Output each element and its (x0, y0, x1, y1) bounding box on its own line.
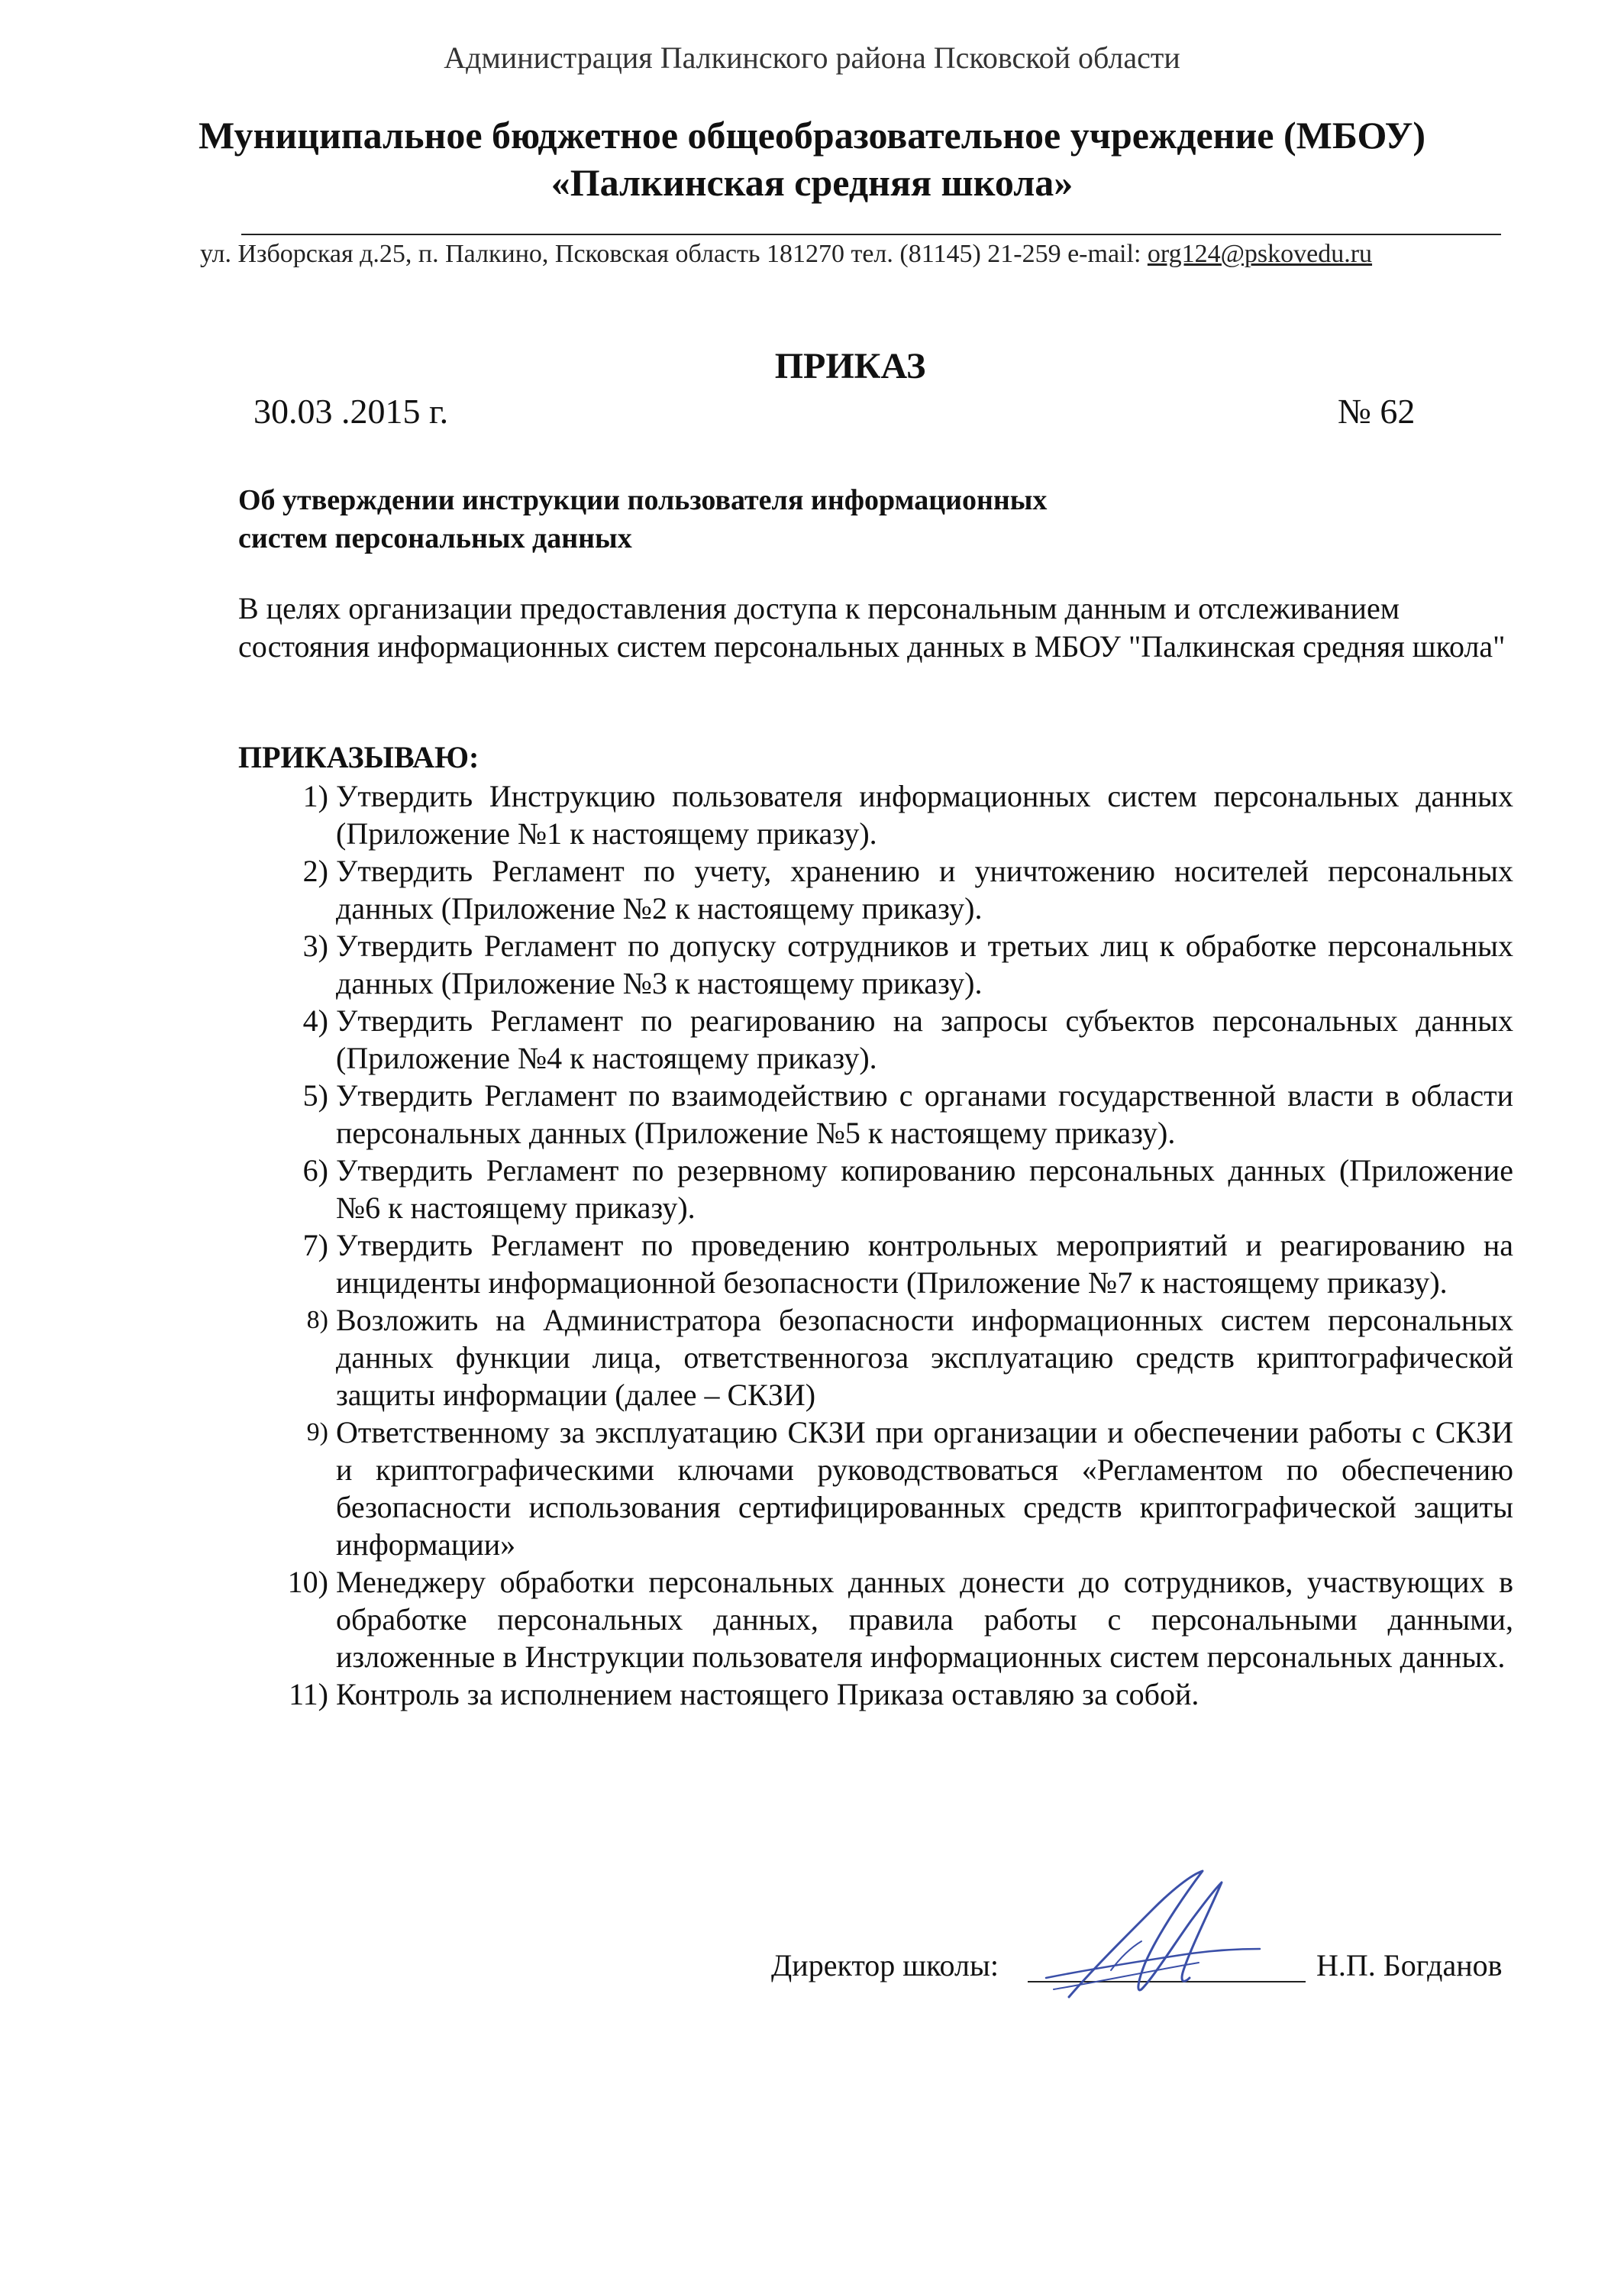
list-item (273, 1152, 1513, 1226)
item-number: 5) (302, 1078, 328, 1113)
item-number: 1) (302, 779, 328, 813)
item-text: Утвердить Регламент по взаимодействию с органами государственной власти в области персональных данных (Приложение №5 к настоящему приказу). (336, 1078, 1513, 1150)
item-number: 11) (289, 1677, 328, 1711)
list-item (273, 1226, 1513, 1301)
subject-line2: систем персональных данных (238, 522, 632, 554)
list-item (273, 1301, 1513, 1414)
item-text: Контроль за исполнением настоящего Приказа оставляю за собой. (336, 1677, 1199, 1711)
order-subject (238, 481, 1307, 557)
item-number: 2) (302, 854, 328, 888)
item-text: Утвердить Регламент по реагированию на запросы субъектов персональных данных (Приложение №4 к настоящему приказу). (336, 1003, 1513, 1075)
item-number: 10) (287, 1565, 328, 1599)
order-date: 30.03 .2015 г. (253, 392, 449, 431)
header-divider (241, 234, 1501, 235)
item-text: Утвердить Регламент по резервному копированию персональных данных (Приложение №6 к настоящему приказу). (336, 1153, 1513, 1225)
address-line (200, 240, 1372, 269)
item-text: Утвердить Регламент по учету, хранению и уничтожению носителей персональных данных (Приложение №2 к настоящему приказу). (336, 854, 1513, 926)
list-item (273, 1675, 1513, 1713)
preamble: В целях организации предоставления доступа к персональным данным и отслеживанием состояния информационных систем персональных данных в МБОУ "Палкинская средняя школа" (238, 591, 1506, 664)
administration-line: Администрация Палкинского района Псковской области (444, 40, 1180, 75)
item-number: 6) (302, 1153, 328, 1188)
item-text: Утвердить Регламент по допуску сотрудников и третьих лиц к обработке персональных данных (Приложение №3 к настоящему приказу). (336, 929, 1513, 1000)
list-item (273, 1563, 1513, 1675)
list-item (273, 927, 1513, 1002)
school-name-line2: «Палкинская средняя школа» (550, 161, 1074, 204)
item-text: Ответственному за эксплуатацию СКЗИ при организации и обеспечении работы с СКЗИ и криптографическими ключами руководствоваться «Регламентом по обеспечению безопасности использования сертифицированных средств криптографической защиты информации» (336, 1415, 1513, 1562)
list-item (273, 852, 1513, 927)
order-items-list (273, 777, 1513, 1713)
item-number: 9) (306, 1418, 328, 1446)
item-text: Менеджеру обработки персональных данных донести до сотрудников, участвующих в обработке персональных данных, правила работы с персональными данными, изложенные в Инструкции пользователя информационных систем персональных данных. (336, 1565, 1513, 1674)
directive-heading: ПРИКАЗЫВАЮ: (238, 740, 479, 774)
order-number: № 62 (1338, 392, 1416, 431)
list-item (273, 1414, 1513, 1563)
subject-line1: Об утверждении инструкции пользователя информационных (238, 484, 1048, 516)
item-number: 7) (302, 1228, 328, 1262)
email-link[interactable]: org124@pskovedu.ru (1147, 240, 1373, 268)
item-text: Утвердить Инструкцию пользователя информационных систем персональных данных (Приложение №1 к настоящему приказу). (336, 779, 1513, 851)
handwritten-signature (1038, 1856, 1267, 2024)
list-item (273, 777, 1513, 852)
list-item (273, 1002, 1513, 1077)
item-number: 8) (306, 1306, 328, 1334)
address-text: ул. Изборская д.25, п. Палкино, Псковская область 181270 тел. (81145) 21-259 e-mail: (200, 240, 1148, 268)
item-text: Утвердить Регламент по проведению контрольных мероприятий и реагированию на инциденты информационной безопасности (Приложение №7 к настоящему приказу). (336, 1228, 1513, 1300)
item-text: Возложить на Администратора безопасности информационных систем персональных данных функции лица, ответственногоза эксплуатацию средств криптографической защиты информации (далее – СКЗИ) (336, 1303, 1513, 1412)
signature-label: Директор школы: (771, 1948, 999, 1982)
signer-name: Н.П. Богданов (1316, 1948, 1503, 1982)
order-title: ПРИКАЗ (774, 346, 926, 386)
item-number: 4) (302, 1003, 328, 1038)
list-item (273, 1077, 1513, 1152)
school-name-line1: Муниципальное бюджетное общеобразовательное учреждение (МБОУ) (199, 114, 1425, 157)
item-number: 3) (302, 929, 328, 963)
